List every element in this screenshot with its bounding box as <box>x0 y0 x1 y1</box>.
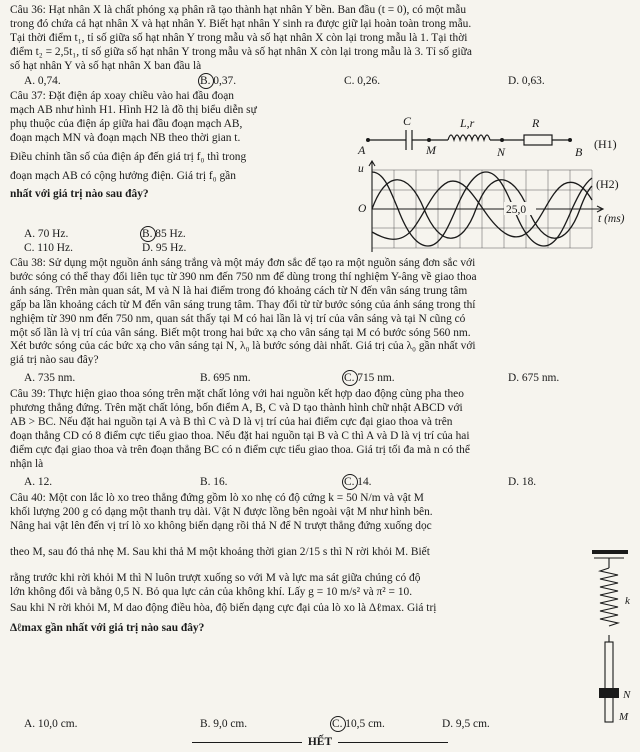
q36-options <box>18 74 618 88</box>
q38-line: ánh sáng. Trên màn quan sát, M và N là hai điểm trong đó khoảng cách từ N đến vân sáng trung tâm <box>10 284 468 297</box>
q38-option-b[interactable]: B. 695 nm. <box>200 372 251 384</box>
label-h1: (H1) <box>594 137 617 151</box>
q37-line: Câu 37: Đặt điện áp xoay chiều vào hai đầu đoạn <box>10 90 234 102</box>
q39-line: nhận là <box>10 457 44 470</box>
q40-option-a[interactable]: A. 10,0 cm. <box>24 718 78 730</box>
q38-line: một số lần là vị trí của vân sáng. Biết một trong hai bức xạ cho vân sáng tại M có bước sóng 560 nm. <box>10 326 471 339</box>
q37-text <box>10 90 360 202</box>
q39-text <box>10 388 632 471</box>
q38-options <box>18 371 618 385</box>
divider <box>192 742 302 743</box>
q40-text <box>10 492 585 636</box>
q37-line: đoạn mạch AB có cộng hưởng điện. Giá trị f₀ gần <box>10 169 236 182</box>
answer-circle <box>342 370 358 386</box>
label-m: M <box>619 711 629 723</box>
q38-option-c[interactable]: C. 715 nm. <box>344 372 395 384</box>
q40-line: Nâng hai vật lên đến vị trí lò xo không biến dạng rồi thả N để N trượt thẳng đứng xuống dọc <box>10 519 432 532</box>
label-b: B <box>575 145 583 159</box>
q39-line: Câu 39: Thực hiện giao thoa sóng trên mặt chất lỏng với hai nguồn kết hợp dao động cùng pha theo <box>10 388 464 400</box>
q39-option-d[interactable]: D. 18. <box>508 476 537 488</box>
q36-option-c[interactable]: C. 0,26. <box>344 75 381 87</box>
tick-label: 25,0 <box>506 204 527 216</box>
q40-line: lớn không đổi và bằng 0,5 N. Bỏ qua lực cản của không khí. Lấy g = 10 m/s² và π² = 10. <box>10 585 413 598</box>
q38-line: bước sóng có thể thay đổi liên tục từ 390 nm đến 750 nm để dùng trong thí nghiệm Y-âng về giao thoa <box>10 270 477 283</box>
q38-text <box>10 257 632 368</box>
q38-line: gấp ba lần khoảng cách từ M đến vân sáng trung tâm. Thay đổi từ từ bước sóng của ánh sáng trong thí <box>10 298 476 311</box>
answer-circle <box>198 73 214 89</box>
q37-line: mạch AB như hình H1. Hình H2 là đồ thị biểu diễn sự <box>10 103 257 116</box>
q36-option-b[interactable]: B. 0,37. <box>200 75 237 87</box>
end-label: HẾT <box>307 736 333 748</box>
q39-option-c[interactable]: C. 14. <box>344 476 372 488</box>
spring-mass-figure <box>590 548 636 738</box>
q40-line: khối lượng 200 g có dạng một thanh trụ dài. Vật N được lồng bên ngoài vật M như hình bên. <box>10 505 433 518</box>
label-k: k <box>625 595 630 607</box>
q40-option-b[interactable]: B. 9,0 cm. <box>200 718 248 730</box>
q37-line: phụ thuộc của điện áp giữa hai đầu đoạn mạch AB, <box>10 117 243 130</box>
q40-line: Δℓmax gần nhất với giá trị nào sau đây? <box>10 622 205 635</box>
block-n <box>599 688 619 698</box>
q37-line: đoạn mạch MN và đoạn mạch NB theo thời gian t. <box>10 131 241 144</box>
q36-line: Câu 36: Hạt nhân X là chất phóng xạ phân rã tạo thành hạt nhân Y bền. Ban đầu (t = 0), có một mẫu <box>10 4 467 16</box>
q39-line: điểm cực đại giao thoa và trên đoạn thẳng BC có n điểm cực tiểu giao thoa. Giá trị tối đa mà n có thể <box>10 443 470 456</box>
q40-line: rằng trước khi rời khỏi M thì N luôn trượt xuống so với M và lực ma sát giữa chúng có độ <box>10 571 421 584</box>
u-axis-label: u <box>358 163 364 175</box>
voltage-graph <box>356 160 640 252</box>
circuit-diagram <box>356 110 636 160</box>
q39-options <box>18 475 618 489</box>
q36-option-a[interactable]: A. 0,74. <box>24 75 61 87</box>
answer-circle <box>342 474 358 490</box>
label-lr: L,r <box>460 116 475 130</box>
q40-line: Câu 40: Một con lắc lò xo treo thẳng đứng gồm lò xo nhẹ có độ cứng k = 50 N/m và vật M <box>10 492 424 504</box>
q37-option-c[interactable]: C. 110 Hz. <box>24 242 73 254</box>
q36-line: số hạt nhân Y và số hạt nhân X ban đầu là <box>10 59 202 72</box>
t-axis-label: t (ms) <box>598 213 625 225</box>
label-a: A <box>358 143 366 157</box>
q38-line: Câu 38: Sử dụng một nguồn ánh sáng trắng và một máy đơn sắc để tạo ra một nguồn sáng đơn sắc với <box>10 257 476 269</box>
q36-line: trong đó chứa cả hạt nhân X và hạt nhân Y. Biết hạt nhân Y sinh ra được giữ lại hoàn toàn trong mẫu. <box>10 17 472 30</box>
label-n: N <box>497 145 506 159</box>
q36-text <box>10 4 632 74</box>
q36-option-d[interactable]: D. 0,63. <box>508 75 545 87</box>
answer-circle <box>330 716 346 732</box>
q39-line: đoạn thẳng CD có 8 điểm cực tiểu giao thoa. Nếu đặt hai nguồn tại B và C thì A và D là vị trí của hai <box>10 429 470 442</box>
end-marker <box>0 736 640 748</box>
q40-options <box>18 717 618 731</box>
q39-line: phương thẳng đứng. Trên mặt chất lỏng, bốn điểm A, B, C và D tạo thành hình chữ nhật ABCD với <box>10 401 463 414</box>
q39-line: AB > BC. Nếu đặt hai nguồn tại A và B thì C và D là vị trí của hai điểm cực đại giao thoa và trên <box>10 415 453 428</box>
q40-line: theo M, sau đó thả nhẹ M. Sau khi thả M một khoảng thời gian 2/15 s thì N rời khỏi M. Biết <box>10 545 430 558</box>
q38-line: giá trị nào sau đây? <box>10 354 99 367</box>
q36-line: Tại thời điểm t₁, tỉ số giữa số hạt nhân Y trong mẫu và số hạt nhân X còn lại trong mẫu là 1. Tại thời <box>10 31 468 44</box>
q37-option-d[interactable]: D. 95 Hz. <box>142 242 187 254</box>
q37-options <box>18 227 318 255</box>
q37-option-a[interactable]: A. 70 Hz. <box>24 228 69 240</box>
label-c: C <box>403 114 412 128</box>
q38-option-a[interactable]: A. 735 nm. <box>24 372 76 384</box>
q39-option-b[interactable]: B. 16. <box>200 476 228 488</box>
q38-option-d[interactable]: D. 675 nm. <box>508 372 560 384</box>
q38-line: nghiệm từ 390 nm đến 750 nm, quan sát thấy tại M có hai lần là vị trí của vân sáng và tại N cũng có <box>10 312 466 325</box>
label-n: N <box>623 689 631 701</box>
q39-option-a[interactable]: A. 12. <box>24 476 53 488</box>
q37-option-b[interactable]: B. 85 Hz. <box>142 228 186 240</box>
q36-line: điểm t₂ = 2,5t₁, tỉ số giữa số hạt nhân Y trong mẫu và số hạt nhân X còn lại trong mẫu là 3. Tỉ số giữa <box>10 45 472 58</box>
q40-line: Sau khi N rời khỏi M, M dao động điều hòa, độ biến dạng cực đại của lò xo là Δℓmax. Giá trị <box>10 602 437 615</box>
q40-option-d[interactable]: D. 9,5 cm. <box>442 718 490 730</box>
q37-line: nhất với giá trị nào sau đây? <box>10 188 149 201</box>
label-r: R <box>532 116 540 130</box>
q38-line: Xét bước sóng của các bức xạ cho vân sáng tại N, λ₀ là bước sóng dài nhất. Giá trị của λ₀ gần nhất với <box>10 340 476 353</box>
label-m: M <box>426 143 436 157</box>
origin-label: O <box>358 203 367 215</box>
label-h2: (H2) <box>596 177 619 191</box>
q37-line: Điều chỉnh tần số của điện áp đến giá trị f₀ thì trong <box>10 150 247 163</box>
divider <box>338 742 448 743</box>
q40-option-c[interactable]: C. 10,5 cm. <box>332 718 385 730</box>
answer-circle <box>140 226 156 242</box>
